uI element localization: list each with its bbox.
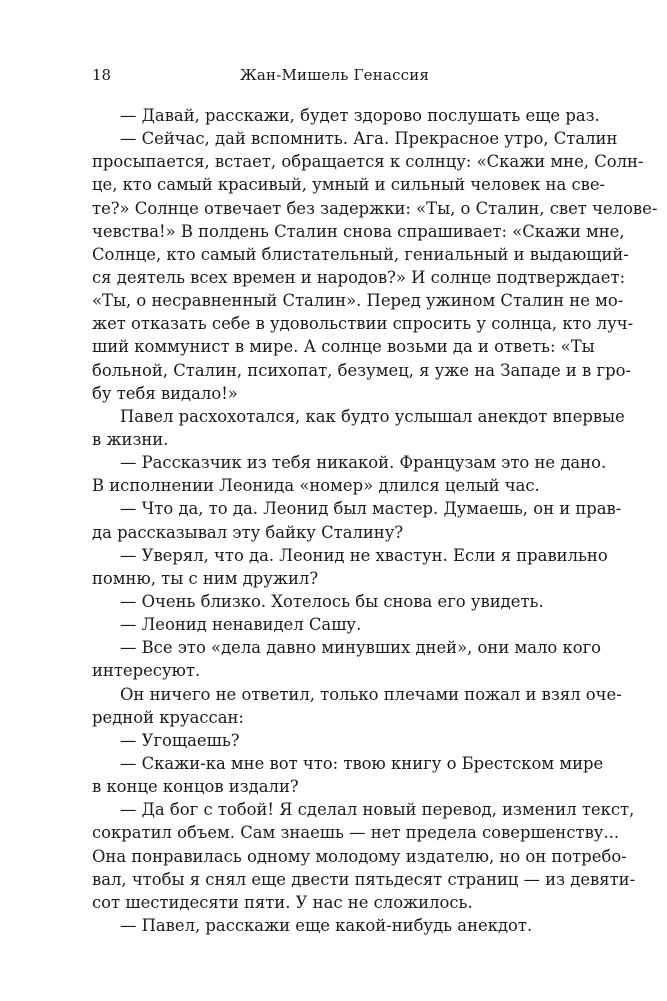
text-line: — Очень близко. Хотелось бы снова его увидеть. — [120, 591, 544, 611]
text-line: в жизни. — [92, 429, 169, 449]
text-line: больной, Сталин, психопат, безумец, я уже на Западе и в гро- — [92, 360, 631, 380]
body-text — [92, 104, 658, 937]
text-line: Солнце, кто самый блистательный, гениальный и выдающий- — [92, 244, 629, 264]
text-line: помню, ты с ним дружил? — [92, 568, 319, 588]
text-line: сот шестидесяти пяти. У нас не сложилось. — [92, 892, 473, 912]
text-line: ший коммунист в мире. А солнце возьми да и ответь: «Ты — [92, 337, 595, 357]
text-line: просыпается, встает, обращается к солнцу: «Скажи мне, Солн- — [92, 152, 644, 172]
text-line: — Что да, то да. Леонид был мастер. Думаешь, он и прав- — [120, 499, 622, 519]
text-line: сократил объем. Сам знаешь — нет предела совершенству... — [92, 823, 620, 843]
text-line: — Уверял, что да. Леонид не хвастун. Если я правильно — [120, 545, 608, 565]
text-line: В исполнении Леонида «номер» длился целый час. — [92, 476, 540, 496]
text-line: — Сейчас, дай вспомнить. Ага. Прекрасное утро, Сталин — [120, 129, 618, 149]
text-line: це, кто самый красивый, умный и сильный человек на све- — [92, 175, 606, 195]
page-header — [92, 66, 577, 88]
text-line: — Все это «дела давно минувших дней», они мало кого — [120, 638, 602, 658]
text-line: в конце концов издали? — [92, 777, 299, 797]
text-line: — Да бог с тобой! Я сделал новый перевод, изменил текст, — [120, 800, 635, 820]
text-line: — Павел, расскажи еще какой-нибудь анекдот. — [120, 915, 533, 935]
text-line: — Давай, расскажи, будет здорово послушать еще раз. — [120, 106, 600, 125]
text-line: «Ты, о несравненный Сталин». Перед ужином Сталин не мо- — [92, 291, 624, 311]
text-line: те?» Солнце отвечает без задержки: «Ты, о Сталин, свет челове- — [92, 198, 658, 218]
text-line: Павел расхохотался, как будто услышал анекдот впервые — [120, 406, 625, 426]
text-line: да рассказывал эту байку Сталину? — [92, 522, 404, 542]
running-head-author: Жан-Мишель Генассия — [239, 66, 430, 84]
text-line: редной круассан: — [92, 707, 244, 727]
text-line: Она понравилась одному молодому издателю, но он потребо- — [92, 846, 627, 866]
text-line: жет отказать себе в удовольствии спросить у солнца, кто луч- — [92, 314, 634, 334]
text-line: — Угощаешь? — [120, 730, 240, 750]
text-line: — Скажи-ка мне вот что: твою книгу о Брестском мире — [120, 753, 604, 773]
text-line: — Рассказчик из тебя никакой. Французам это не дано. — [120, 453, 607, 473]
text-line: ся деятель всех времен и народов?» И солнце подтверждает: — [92, 267, 626, 287]
text-line: бу тебя видало!» — [92, 383, 238, 403]
text-line: — Леонид ненавидел Сашу. — [120, 615, 362, 635]
page-number: 18 — [92, 66, 112, 84]
text-line: интересуют. — [92, 661, 201, 681]
text-line: вал, чтобы я снял еще двести пятьдесят страниц — из девяти- — [92, 869, 636, 889]
text-line: Он ничего не ответил, только плечами пожал и взял оче- — [120, 684, 622, 704]
text-line: чевства!» В полдень Сталин снова спрашивает: «Скажи мне, — [92, 221, 625, 241]
